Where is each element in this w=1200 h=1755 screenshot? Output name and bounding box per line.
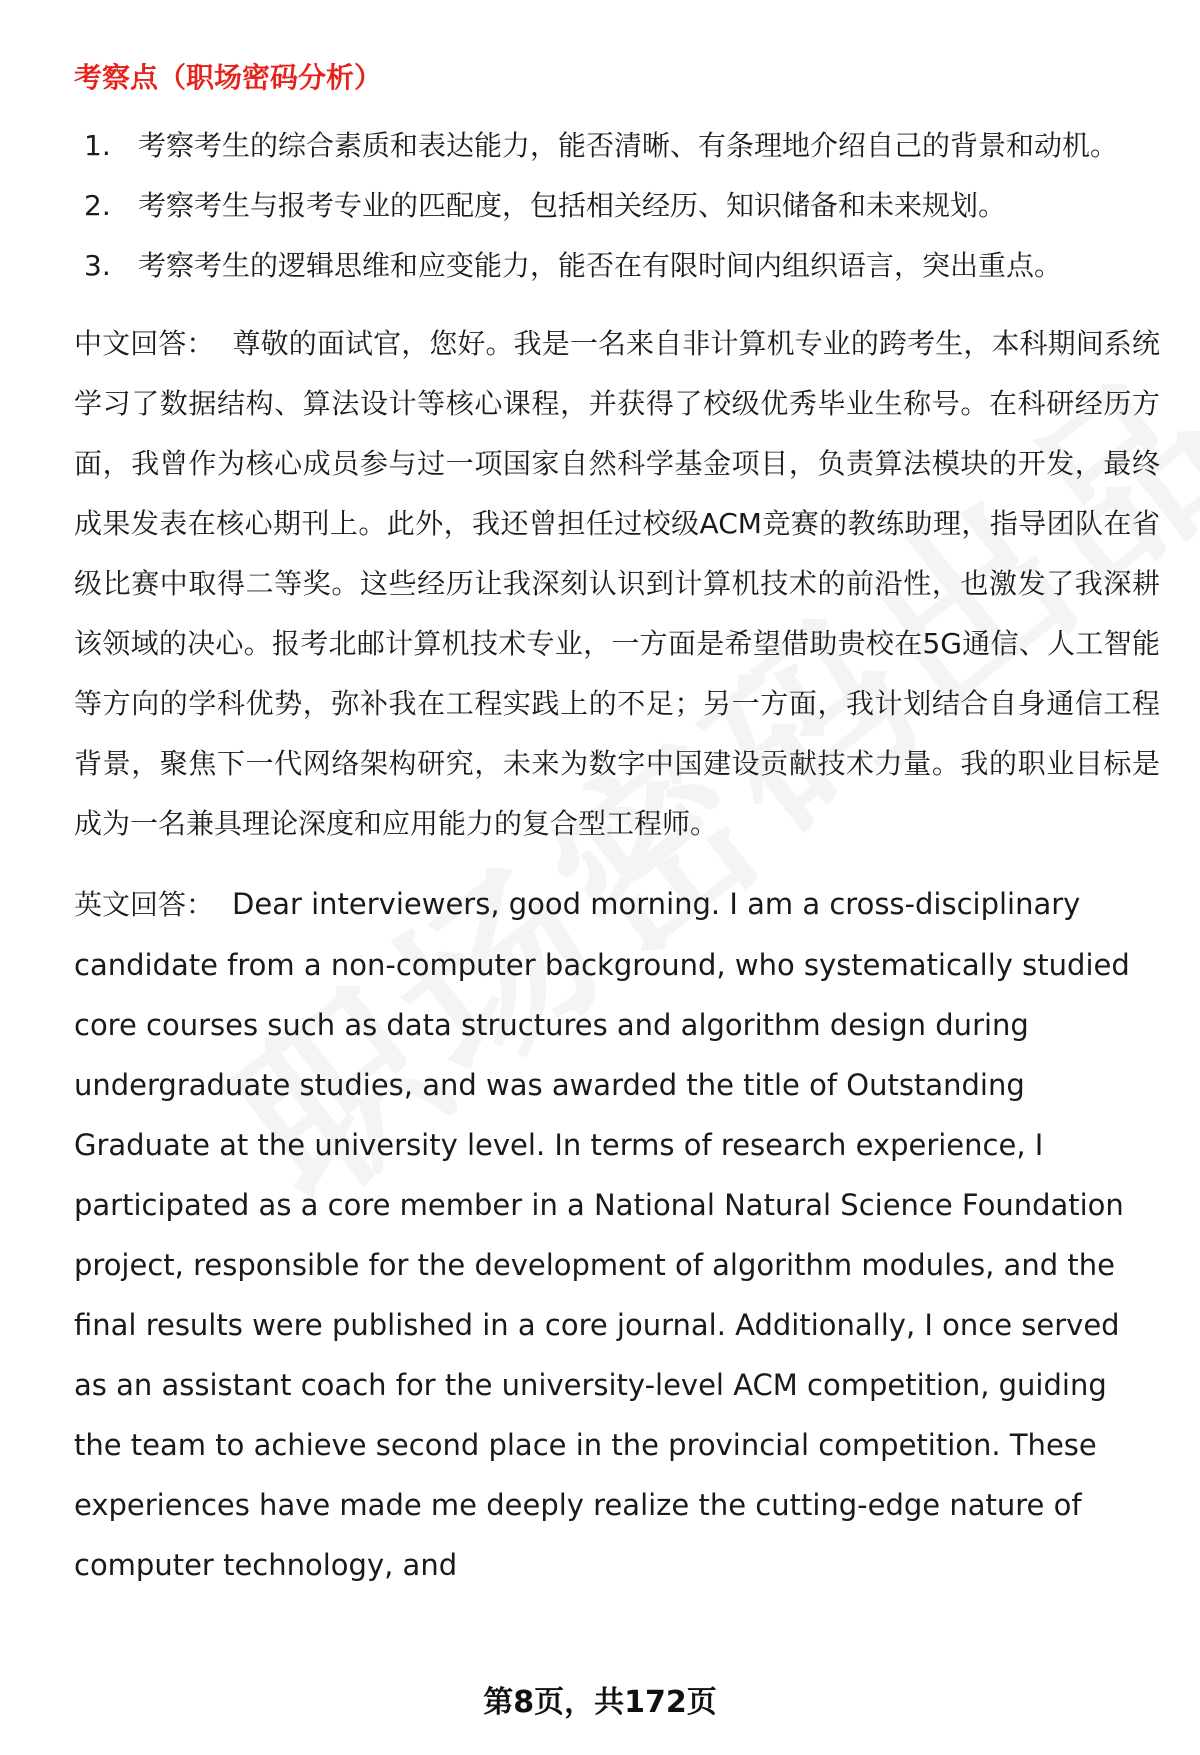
list-item-number: 1.: [84, 129, 111, 162]
list-item: [84, 176, 1160, 236]
page-content: [74, 58, 1160, 1595]
english-answer: [74, 874, 1160, 1595]
section-title: 考察点（职场密码分析）: [74, 61, 383, 94]
list-item-text: 考察考生与报考专业的匹配度，包括相关经历、知识储备和未来规划。: [138, 189, 1007, 222]
list-item: [84, 236, 1160, 296]
chinese-answer: [74, 314, 1160, 854]
chinese-answer-text: 尊敬的面试官，您好。我是一名来自非计算机专业的跨考生，本科期间系统学习了数据结构、算法设计等核心课程，并获得了校级优秀毕业生称号。在科研经历方面，我曾作为核心成员参与过一项国家自然科学基金项目，负责算法模块的开发，最终成果发表在核心期刊上。此外，我还曾担任过校级ACM竞赛的教练助理，指导团队在省级比赛中取得二等奖。这些经历让我深刻认识到计算机技术的前沿性，也激发了我深耕该领域的决心。报考北邮计算机技术专业，一方面是希望借助贵校在5G通信、人工智能等方向的学科优势，弥补我在工程实践上的不足；另一方面，我计划结合自身通信工程背景，聚焦下一代网络架构研究，未来为数字中国建设贡献技术力量。我的职业目标是成为一名兼具理论深度和应用能力的复合型工程师。: [74, 327, 1160, 840]
list-item-text: 考察考生的综合素质和表达能力，能否清晰、有条理地介绍自己的背景和动机。: [138, 129, 1119, 162]
english-answer-label: 英文回答：: [74, 888, 215, 921]
points-list: [74, 116, 1160, 296]
list-item-number: 2.: [84, 189, 111, 222]
list-item: [84, 116, 1160, 176]
list-item-number: 3.: [84, 249, 111, 282]
list-item-text: 考察考生的逻辑思维和应变能力，能否在有限时间内组织语言，突出重点。: [138, 249, 1063, 282]
english-answer-text: Dear interviewers, good morning. I am a cross-disciplinary candidate from a non-computer background, who systematically studied core courses such as data structures and algorithm design during undergraduate studies, and was awarded the title of Outstanding Graduate at the university level. In terms of research experience, I participated as a core member in a National Natural Science Foundation project, responsible for the development of algorithm modules, and the final results were published in a core journal. Additionally, I once served as an assistant coach for the university-level ACM competition, guiding the team to achieve second place in the provincial competition. These experiences have made me deeply realize the cutting-edge nature of computer technology, and: [74, 887, 1130, 1582]
chinese-answer-label: 中文回答：: [74, 327, 215, 360]
page-number-footer: 第8页，共172页: [0, 1680, 1200, 1726]
